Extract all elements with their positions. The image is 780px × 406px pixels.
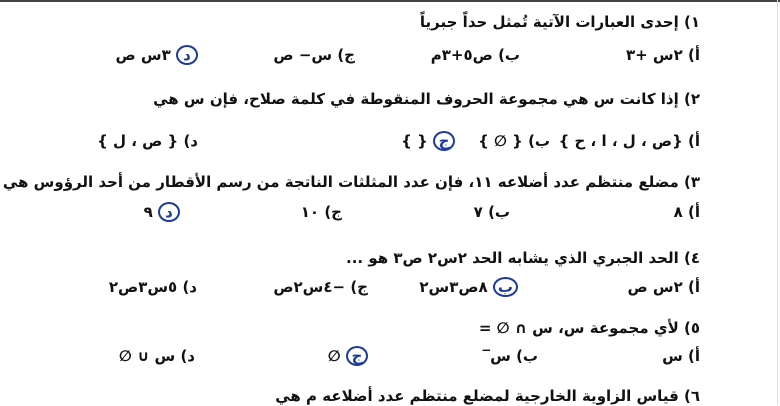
q1-option-c[interactable]: ج) س− ص	[273, 46, 355, 64]
q4-option-d[interactable]: د) ٥س٣ص٢	[108, 278, 197, 296]
q2-option-d[interactable]: د) { ص ، ل }	[97, 132, 198, 150]
q2-answer-circle: ج	[433, 131, 455, 151]
question-6: ٦) قياس الزاوية الخارجية لمضلع منتظم عدد أضلاعه م هي	[275, 387, 700, 405]
q5-answer-circle: ج	[346, 346, 368, 366]
q4-option-b[interactable]: ب ٨ص٣س٢	[419, 276, 518, 298]
q5-option-d[interactable]: د) س ∪ ∅	[119, 347, 195, 365]
q2-option-c[interactable]: ج { }	[401, 130, 455, 152]
q1-answer-circle: د	[176, 45, 198, 65]
q4-answer-circle: ب	[493, 277, 518, 297]
question-1: ١) إحدى العبارات الآتية تُمثل حداً جبرياً	[419, 13, 700, 31]
question-4: ٤) الحد الجبري الذي يشابه الحد ٢س٢ ص٣ هو ...	[346, 249, 700, 267]
q1-option-a[interactable]: أ) ٢س +٣	[625, 46, 700, 64]
q3-option-a[interactable]: أ) ٨	[673, 203, 700, 221]
q1-option-b[interactable]: ب) ص٥+٣م	[430, 46, 520, 64]
q5-option-a[interactable]: أ) س	[662, 347, 700, 365]
q4-option-a[interactable]: أ) ٢س ص	[627, 278, 700, 296]
q3-option-b[interactable]: ب) ٧	[473, 203, 510, 221]
question-5: ٥) لأي مجموعة س، س ∩ ∅ =	[478, 319, 700, 337]
question-3: ٣) مضلع منتظم عدد أضلاعه ١١، فإن عدد المثلثات الناتجة من رسم الأقطار من أحد الرؤوس هي	[2, 173, 700, 191]
q2-option-a[interactable]: أ) {ص ، ل ، ا ، ح }	[558, 132, 700, 150]
q3-option-c[interactable]: ج) ١٠	[300, 203, 342, 221]
q5-option-c[interactable]: ج ∅	[328, 345, 368, 367]
q4-option-c[interactable]: ج) −٤س٢ص	[273, 278, 368, 296]
question-2: ٢) إذا كانت س هي مجموعة الحروف المنقوطة في كلمة صلاح، فإن س هي	[153, 90, 700, 108]
q5-option-b[interactable]: ب) س̅	[490, 347, 538, 365]
page-edge	[777, 0, 778, 405]
q3-option-d[interactable]: د ٩	[144, 201, 180, 223]
q2-option-b[interactable]: ب) { ∅ }	[478, 132, 550, 150]
q1-option-d[interactable]: د ٣س ص	[116, 44, 199, 66]
q3-answer-circle: د	[158, 202, 180, 222]
top-border	[0, 0, 780, 2]
